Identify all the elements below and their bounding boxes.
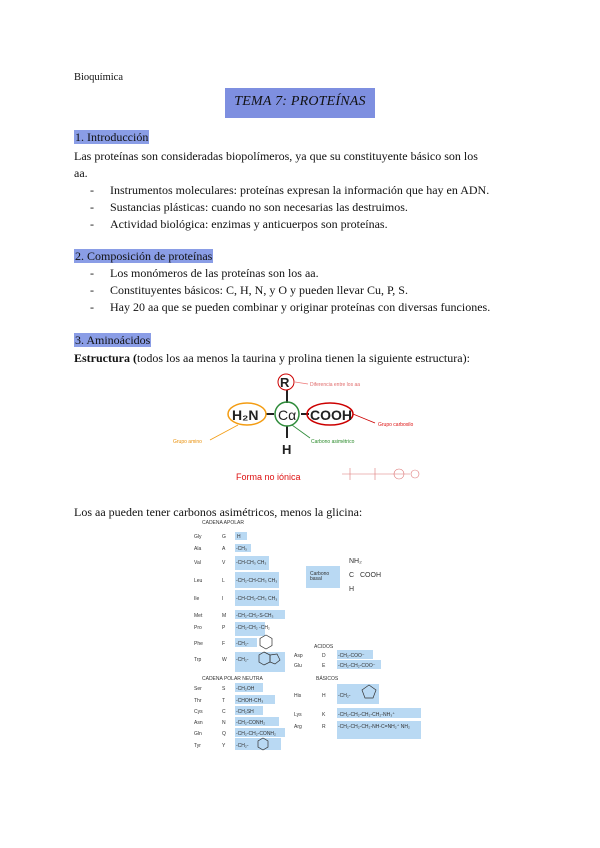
section-heading-intro: 1. Introducción [75, 130, 149, 144]
aa-code: E [322, 663, 326, 669]
carbono-label: Carbono basal [310, 571, 330, 582]
aa-chain: -CH₂- [236, 641, 249, 647]
apolar-header: CADENA APOLAR [202, 520, 244, 526]
polar-header: CADENA POLAR NEUTRA [202, 676, 263, 682]
aa-name: Asp [294, 653, 303, 659]
aa-name: Ser [194, 686, 202, 692]
aa-chain: -CH₂-CH-CH₃ CH₃ [236, 578, 278, 584]
aa-chain: -CH₂-CH₂-CH₂-CH₂-NH₃⁺ [338, 712, 395, 718]
benzene-ring-icon [258, 634, 274, 650]
aa-chain: -CH₂-CH₂ -CH₂ [236, 625, 270, 631]
aa-chain: -CHOH-CH₃ [236, 698, 264, 704]
section-heading-amino: 3. Aminoácidos [75, 333, 151, 347]
aa-code: V [222, 560, 226, 566]
aa-name: Gly [194, 534, 202, 540]
nonionic-note: Forma no iónica [236, 472, 301, 482]
list-item: - Los monómeros de las proteínas son los aa. [90, 266, 319, 280]
aa-name: Gln [194, 731, 202, 737]
center-nh2: NH₂ [349, 558, 362, 565]
aa-chain: -CH₂- [338, 693, 351, 699]
aa-code: D [322, 653, 326, 659]
intro-paragraph: Las proteínas son consideradas biopolímeros, ya que su constituyente básico son los aa. [74, 149, 478, 180]
amino-acid-structure-diagram [170, 368, 460, 498]
list-item: - Constituyentes básicos: C, H, N, y O y pueden llevar Cu, P, S. [90, 283, 408, 297]
radical-label: R [280, 375, 290, 390]
center-cooh: COOH [360, 572, 381, 579]
amino-acid-table [172, 518, 428, 750]
carboxyl-note: Grupo carboxilo [378, 422, 414, 428]
aa-name: Arg [294, 724, 302, 730]
aa-code: H [322, 693, 326, 699]
center-h: H [349, 586, 355, 593]
aa-name: His [294, 693, 302, 699]
aa-code: N [222, 720, 226, 726]
asym-note: Carbono asimétrico [311, 439, 355, 445]
structure-line: Estructura (todos los aa menos la taurina y prolina tienen la siguiente estructura): [74, 351, 470, 365]
aa-code: Q [222, 731, 226, 737]
aa-chain: -CH₂- [236, 743, 249, 749]
connector-line [295, 382, 308, 384]
aa-name: Cys [194, 709, 203, 715]
aa-chain: -CH₂-COO⁻ [338, 653, 365, 659]
aa-chain: -CH₂-CH₂-CH₂-NH-C=NH₂⁺ NH₂ [338, 724, 410, 730]
carboxyl-group-text: COOH [310, 407, 352, 423]
aa-code: W [222, 657, 227, 663]
amino-note: Grupo amino [173, 439, 202, 445]
calpha-text: Cα [278, 407, 297, 423]
hydrogen-label: H [282, 442, 292, 457]
aa-chain: -CH₂- [236, 657, 249, 663]
aa-code: R [322, 724, 326, 730]
aa-name: Leu [194, 578, 203, 584]
aa-code: P [222, 625, 226, 631]
aa-name: Phe [194, 641, 203, 647]
aa-chain: -CH₂SH [236, 709, 254, 715]
aa-name: Ala [194, 546, 202, 552]
connector-line [210, 425, 238, 440]
aa-chain: -CH-CH₂-CH₃ CH₃ [236, 596, 278, 602]
aa-chain: -CH₂-CH₂-S-CH₃ [236, 613, 274, 619]
aa-code: Y [222, 743, 226, 749]
aa-code: I [222, 596, 224, 602]
aa-code: T [222, 698, 226, 704]
radical-note: Diferencia entre los aa [310, 382, 361, 388]
aa-name: Glu [294, 663, 302, 669]
aa-name: Trp [194, 657, 202, 663]
aa-code: M [222, 613, 227, 619]
aa-chain: -CH-CH₃ CH₃ [236, 560, 267, 566]
basic-header: BÁSICOS [316, 676, 339, 682]
document-header: Bioquímica [74, 72, 123, 83]
aa-name: Asn [194, 720, 203, 726]
aa-name: Thr [194, 698, 202, 704]
aa-name: Tyr [194, 743, 201, 749]
list-item: - Actividad biológica: enzimas y anticuerpos son proteínas. [90, 217, 388, 231]
ionic-form-sketch [342, 468, 419, 480]
aa-chain: -CH₂-CONH₂ [236, 720, 266, 726]
aa-name: Val [194, 560, 201, 566]
aa-code: F [222, 641, 226, 647]
aa-code: C [222, 709, 226, 715]
list-item: - Sustancias plásticas: cuando no son necesarias las destruimos. [90, 200, 408, 214]
aa-code: L [222, 578, 225, 584]
acid-header: ACIDOS [314, 644, 334, 650]
aa-chain: -CH₂OH [236, 686, 255, 692]
indole-ring-icon [258, 650, 284, 672]
aa-name: Met [194, 613, 203, 619]
aa-chain: H [237, 534, 241, 540]
list-item: - Instrumentos moleculares: proteínas expresan la información que hay en ADN. [90, 183, 490, 197]
aa-chain: -CH₂-CH₂-COO⁻ [338, 663, 376, 669]
phenol-ring-icon [256, 737, 270, 751]
aa-name: Ile [194, 596, 200, 602]
aa-name: Lys [294, 712, 302, 718]
aa-name: Pro [194, 625, 202, 631]
connector-line [353, 414, 375, 423]
list-item: - Hay 20 aa que se pueden combinar y originar proteínas con diversas funciones. [90, 300, 491, 314]
imidazole-ring-icon [360, 683, 378, 701]
center-c: C [349, 572, 355, 579]
aa-code: G [222, 534, 226, 540]
asymmetric-carbon-line: Los aa pueden tener carbonos asimétricos, menos la glicina: [74, 505, 363, 519]
section-heading-composition: 2. Composición de proteínas [75, 249, 213, 263]
aa-code: S [222, 686, 226, 692]
amino-group-text: H₂N [232, 407, 259, 423]
aa-chain: -CH₂-CH₂-CONH₂ [236, 731, 276, 737]
page-title: TEMA 7: PROTEÍNAS [234, 94, 366, 109]
aa-code: K [322, 712, 326, 718]
aa-code: A [222, 546, 226, 552]
connector-line [292, 425, 310, 438]
aa-chain: -CH₃ [236, 546, 247, 552]
